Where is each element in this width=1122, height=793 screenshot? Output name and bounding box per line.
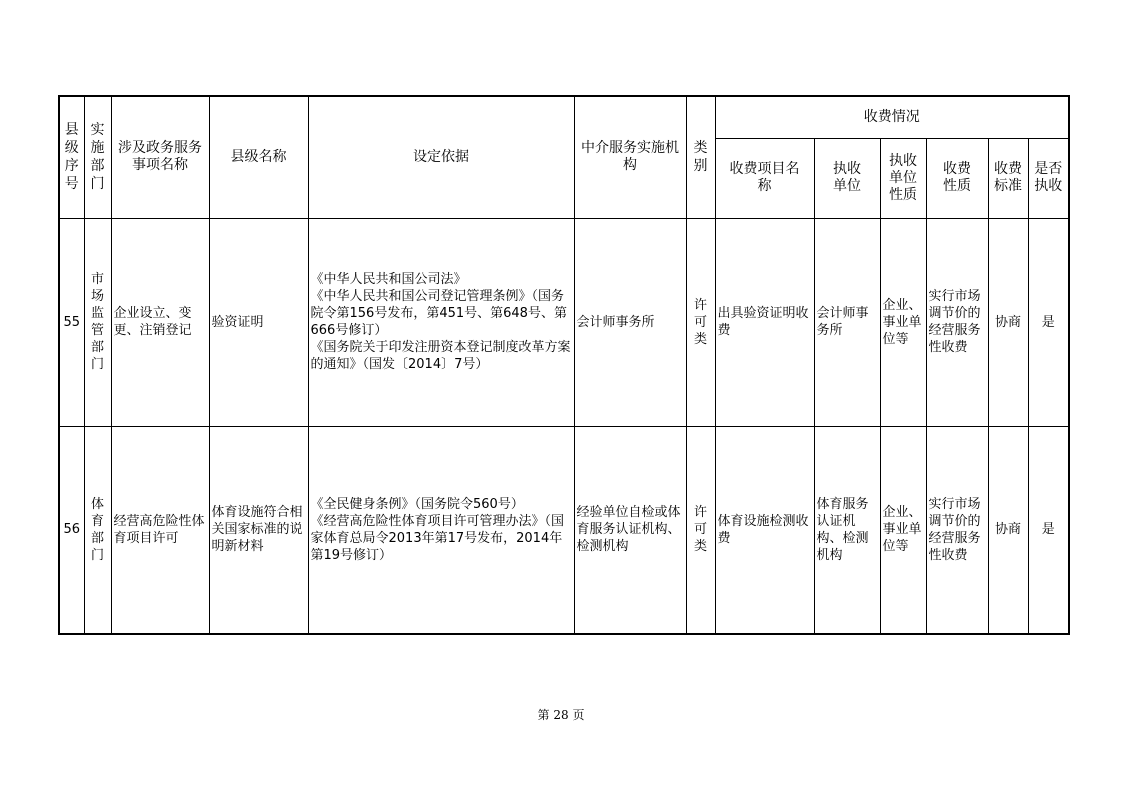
cell-agency: 经验单位自检或体育服务认证机构、检测机构: [574, 426, 686, 634]
cell-is-collected: 是: [1028, 426, 1069, 634]
header-service: 涉及政务服务事项名称: [111, 96, 209, 218]
basis-line: 《中华人民共和国公司法》: [310, 272, 467, 287]
basis-line: 《经营高危险性体育项目许可管理办法》（国家体育总局令2013年第17号发布，2014年第19号修订）: [310, 513, 565, 563]
cell-fee-standard: 协商: [988, 426, 1028, 634]
header-county-name: 县级名称: [209, 96, 308, 218]
cell-category: 许可类: [686, 426, 715, 634]
header-basis: 设定依据: [308, 96, 574, 218]
cell-agency: 会计师事务所: [574, 218, 686, 426]
header-collector-nature: 执收单位性质: [880, 138, 926, 218]
cell-collector-nature: 企业、事业单位等: [880, 218, 926, 426]
header-category: 类别: [686, 96, 715, 218]
header-agency: 中介服务实施机构: [574, 96, 686, 218]
cell-service: 企业设立、变更、注销登记: [111, 218, 209, 426]
cell-dept: 市场监管部门: [84, 218, 111, 426]
page-number: 第 28 页: [537, 708, 585, 722]
cell-collector: 会计师事务所: [814, 218, 880, 426]
fee-table: [58, 95, 1070, 635]
header-fee-nature: 收费性质: [926, 138, 988, 218]
header-dept: 实施部门: [84, 96, 111, 218]
basis-line: 《国务院关于印发注册资本登记制度改革方案的通知》（国发〔2014〕7号）: [310, 340, 571, 372]
table-row: [59, 426, 1069, 634]
cell-category: 许可类: [686, 218, 715, 426]
cell-fee-item: 体育设施检测收费: [715, 426, 814, 634]
cell-dept: 体育部门: [84, 426, 111, 634]
cell-county-name: 验资证明: [209, 218, 308, 426]
cell-county-name: 体育设施符合相关国家标准的说明新材料: [209, 426, 308, 634]
cell-seq: 56: [59, 426, 84, 634]
cell-fee-nature: 实行市场调节价的经营服务性收费: [926, 218, 988, 426]
cell-fee-standard: 协商: [988, 218, 1028, 426]
cell-fee-nature: 实行市场调节价的经营服务性收费: [926, 426, 988, 634]
basis-line: 《中华人民共和国公司登记管理条例》（国务院令第156号发布，第451号、第648号、第666号修订）: [310, 289, 567, 338]
cell-basis: [308, 426, 574, 634]
cell-seq: 55: [59, 218, 84, 426]
cell-basis: [308, 218, 574, 426]
cell-collector: 体育服务认证机构、检测机构: [814, 426, 880, 634]
cell-collector-nature: 企业、事业单位等: [880, 426, 926, 634]
cell-is-collected: 是: [1028, 218, 1069, 426]
table-row: [59, 218, 1069, 426]
basis-line: 《全民健身条例》（国务院令560号）: [310, 496, 524, 512]
header-fee-item: 收费项目名称: [715, 138, 814, 218]
header-seq: 县级序号: [59, 96, 84, 218]
header-fee-group: 收费情况: [715, 96, 1069, 138]
header-fee-standard: 收费标准: [988, 138, 1028, 218]
header-is-collected: 是否执收: [1028, 138, 1069, 218]
cell-service: 经营高危险性体育项目许可: [111, 426, 209, 634]
header-collector: 执收单位: [814, 138, 880, 218]
cell-fee-item: 出具验资证明收费: [715, 218, 814, 426]
